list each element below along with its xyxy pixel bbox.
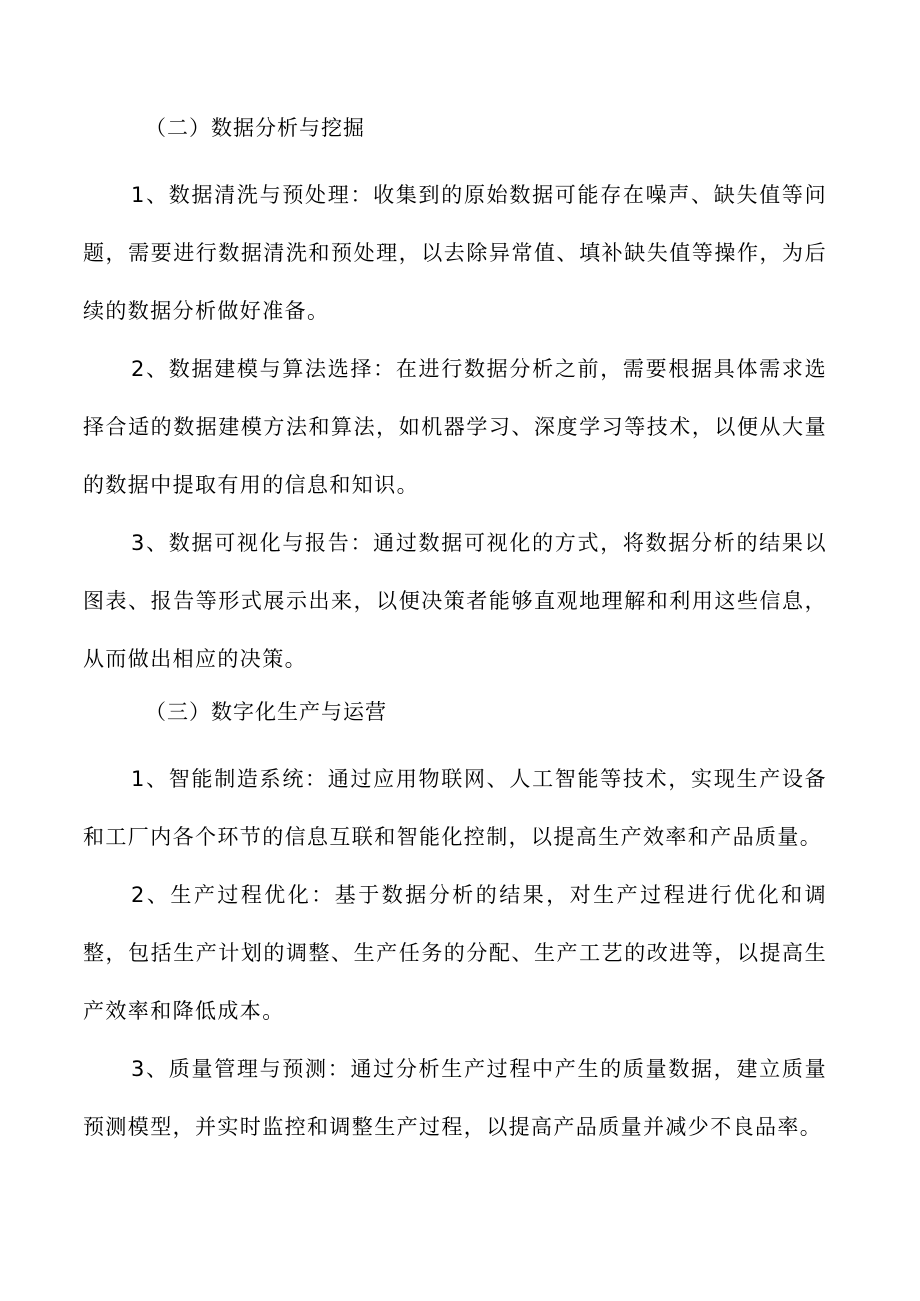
section-heading-digital-production: （三）数字化生产与运营: [145, 700, 387, 724]
paragraph-smart-manufacturing: 1、智能制造系统：通过应用物联网、人工智能等技术，实现生产设备和工厂内各个环节的信息互联和智能化控制，以提高生产效率和产品质量。: [83, 767, 827, 849]
paragraph-data-cleaning: 1、数据清洗与预处理：收集到的原始数据可能存在噪声、缺失值等问题，需要进行数据清洗和预处理，以去除异常值、填补缺失值等操作，为后续的数据分析做好准备。: [83, 183, 827, 323]
section-heading-data-analysis: （二）数据分析与挖掘: [145, 116, 365, 140]
paragraph-quality-management: 3、质量管理与预测：通过分析生产过程中产生的质量数据，建立质量预测模型，并实时监控和调整生产过程，以提高产品质量并减少不良品率。: [83, 1057, 827, 1139]
paragraph-data-modeling: 2、数据建模与算法选择：在进行数据分析之前，需要根据具体需求选择合适的数据建模方法和算法，如机器学习、深度学习等技术，以便从大量的数据中提取有用的信息和知识。: [83, 357, 827, 497]
document-body: [83, 108, 827, 1156]
paragraph-process-optimization: 2、生产过程优化：基于数据分析的结果，对生产过程进行优化和调整，包括生产计划的调整、生产任务的分配、生产工艺的改进等，以提高生产效率和降低成本。: [83, 883, 827, 1023]
paragraph-data-visualization: 3、数据可视化与报告：通过数据可视化的方式，将数据分析的结果以图表、报告等形式展示出来，以便决策者能够直观地理解和利用这些信息，从而做出相应的决策。: [83, 531, 827, 671]
